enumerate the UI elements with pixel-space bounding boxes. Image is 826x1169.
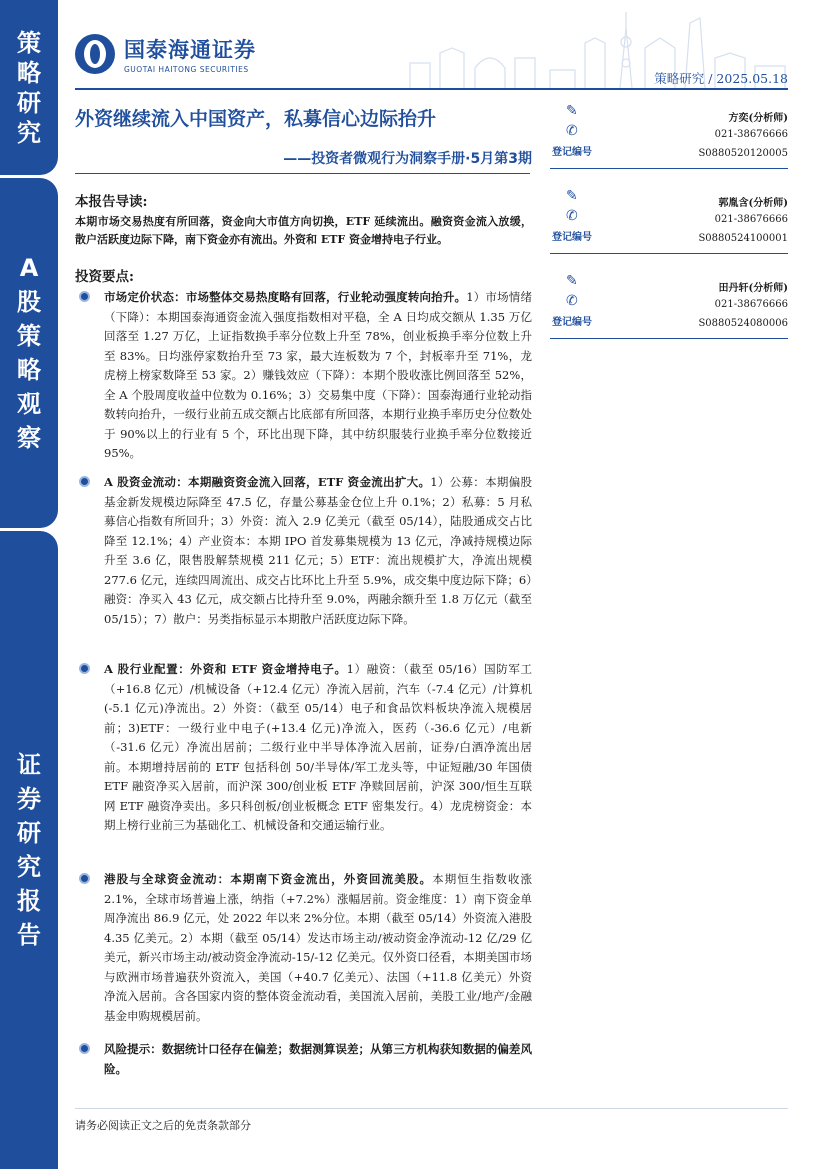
bullet-dot-icon: [79, 663, 90, 674]
sidebar-character: 略: [17, 356, 41, 384]
logo-chinese-name: 国泰海通证券: [124, 38, 256, 62]
point-lead: 港股与全球资金流动：本期南下资金流出，外资回流美股。: [104, 872, 433, 886]
point-body: 本期恒生指数收涨 2.1%，全球市场普遍上涨，纳指（+7.2%）涨幅居前。资金维度：1）南下资金单周净流出 86.9 亿元，处 2022 年以来 2%分位。本期（截至 05/14）外资流入港股 4.35 亿美元。2）本期（截至 05/14）发达市场主动/被动资金净流动-12 亿/29 亿美元，新兴市场主动/被动资金净流动-15/-12 亿美元。仅外资口径看，本期美国市场与欧洲市场普遍获外资流入，美国（+40.7 亿美元）、法国（+11.8 亿美元）外资净流入居前。含各国家内资的整体资金流动看，美国流入居前，美股工业/地产/金融基金申购规模居前。: [104, 872, 533, 1023]
sidebar-character: 研: [17, 819, 41, 847]
sidebar-character: 告: [17, 921, 41, 949]
analyst-registration-code: S0880524100001: [698, 233, 788, 244]
bullet-dot-icon: [79, 476, 90, 487]
logo-english-name: GUOTAI HAITONG SECURITIES: [124, 65, 249, 74]
investment-point: [75, 473, 532, 660]
analyst-card: [550, 273, 788, 351]
header-divider: [75, 88, 788, 90]
sidebar-character: 究: [17, 118, 41, 147]
guide-text: 本期市场交易热度有所回落，资金向大市值方向切换，ETF 延续流出。融资资金流入放缓，散户活跃度边际下降，南下资金亦有流出。外资和 ETF 资金增持电子行业。: [75, 215, 532, 246]
point-lead: 风险提示：数据统计口径存在偏差；数据测算误差；从第三方机构获知数据的偏差风险。: [104, 1042, 532, 1076]
sidebar-character: 策: [17, 322, 41, 350]
point-body: 1）公募：本期偏股基金新发规模边际降至 47.5 亿，存量公募基金仓位上升 0.1%；2）私募：5 月私募信心指数有所回升；3）外资：流入 2.9 亿美元（截至 05/14），陆股通成交占比降至 12.1%；4）产业资本：本期 IPO 首发募集规模为 13 亿元，净减持规模边际升至 3.6 亿，限售股解禁规模 211 亿元；5）ETF：流出规模扩大，净流出规模 277.6 亿元，连续四周流出、成交占比环比上升至 5.9%，成交集中度边际下降；6）融资：净买入 43 亿元，成交额占比持升至 9.0%，两融余额升至 1.8 万亿元（截至 05/15）；7）散户：另类指标显示本期散户活跃度边际下降。: [104, 475, 532, 626]
investment-points: [75, 288, 532, 1085]
bullet-dot-icon: [79, 291, 90, 302]
investment-point: [75, 870, 532, 1040]
investment-point: [75, 288, 532, 473]
analyst-divider: [550, 168, 788, 169]
sidebar-character: A: [19, 254, 39, 282]
analyst-registration-code: S0880524080006: [698, 318, 788, 329]
sidebar-block-securities-report: [0, 531, 58, 1169]
point-body: 1）融资：（截至 05/16）国防军工（+16.8 亿元）/机械设备（+12.4 亿元）净流入居前，汽车（-7.4 亿元）/计算机(-5.1 亿元)净流出。2）外资：（截至 05/14）电子和食品饮料板块净流入规模居前；3)ETF：一级行业中电子(+13.4 亿元)净流入，医药（-36.6 亿元）/电新（-31.6 亿元）净流出居前；二级行业中半导体净流入居前，证券/白酒净流出居前。本期增持居前的 ETF 包括科创 50/半导体/军工龙头等，中证短融/30 年国债 ETF 融资净买入居前，而沪深 300/创业板 ETF 净赎回居前，沪深 300/恒生互联网 ETF 融资净卖出。多只科创板/创业板概念 ETF 密集发行。4）龙虎榜资金：本期上榜行业前三为基础化工、机械设备和交通运输行业。: [104, 662, 532, 832]
analyst-divider: [550, 338, 788, 339]
sidebar-block-a-share-strategy: [0, 178, 58, 528]
phone-icon: ✆: [566, 208, 578, 224]
analyst-phone: 021-38676666: [714, 299, 788, 310]
sidebar-block-strategy-research: [0, 0, 58, 175]
analyst-phone: 021-38676666: [714, 129, 788, 140]
bullet-dot-icon: [79, 1043, 90, 1054]
report-category-date: 策略研究 / 2025.05.18: [654, 71, 788, 86]
footer-divider: [75, 1108, 788, 1109]
sidebar-character: 报: [17, 887, 41, 915]
report-subtitle: ——投资者微观行为洞察手册·5月第3期: [283, 151, 532, 167]
pen-icon: ✎: [566, 103, 578, 119]
analyst-name: 田丹轩(分析师): [718, 283, 788, 294]
analyst-card: [550, 103, 788, 181]
investment-point: [75, 660, 532, 870]
analyst-phone: 021-38676666: [714, 214, 788, 225]
pen-icon: ✎: [566, 273, 578, 289]
point-lead: A 股资金流动：本期融资资金流入回落，ETF 资金流出扩大。: [104, 475, 431, 489]
analyst-divider: [550, 253, 788, 254]
analyst-registration-code: S0880520120005: [698, 148, 788, 159]
disclaimer-notice: 请务必阅读正文之后的免责条款部分: [75, 1119, 251, 1132]
left-sidebar: [0, 0, 58, 1169]
title-divider: [75, 173, 530, 174]
pen-icon: ✎: [566, 188, 578, 204]
bullet-dot-icon: [79, 873, 90, 884]
logo-mark-icon: [75, 34, 115, 74]
sidebar-character: 策: [17, 28, 41, 57]
investment-point: [75, 1040, 532, 1085]
point-lead: A 股行业配置：外资和 ETF 资金增持电子。: [104, 662, 347, 676]
sidebar-character: 究: [17, 853, 41, 881]
registration-label: 登记编号: [552, 147, 592, 158]
investment-heading: 投资要点:: [75, 269, 134, 285]
registration-label: 登记编号: [552, 232, 592, 243]
sidebar-character: 观: [17, 390, 41, 418]
analyst-name: 方奕(分析师): [728, 113, 788, 124]
phone-icon: ✆: [566, 293, 578, 309]
point-body: 1）市场情绪（下降）：本期国泰海通资金流入强度指数相对平稳，全 A 日均成交额从 1.35 万亿回落至 1.27 万亿，上证指数换手率分位数上升至 78%，创业板换手率分位数上升至 83%。日均涨停家数抬升至 73 家，最大连板数为 7 个，封板率升至 71%，龙虎榜上榜家数降至 53 家。2）赚钱效应（下降）：本期个股收涨比例回落至 52%，全 A 个股周度收益中位数为 0.16%；3）交易集中度（下降）：国泰海通行业轮动指数转向抬升，一级行业前五成交额占比底部有所回落，本期行业换手率历史分位数处于 90%以上的行业有 5 个，环比出现下降，其中纺织服装行业换手率分位数接近 95%。: [104, 290, 532, 460]
guide-heading: 本报告导读:: [75, 194, 148, 210]
sidebar-character: 研: [17, 88, 41, 117]
sidebar-character: 股: [17, 288, 41, 316]
company-logo: [75, 34, 256, 74]
phone-icon: ✆: [566, 123, 578, 139]
sidebar-character: 券: [17, 785, 41, 813]
sidebar-character: 证: [17, 751, 41, 779]
registration-label: 登记编号: [552, 317, 592, 328]
report-title: 外资继续流入中国资产，私募信心边际抬升: [75, 108, 437, 130]
analyst-name: 郭胤含(分析师): [718, 198, 788, 209]
sidebar-character: 略: [17, 58, 41, 87]
analyst-card: [550, 188, 788, 266]
sidebar-character: 察: [17, 424, 41, 452]
point-lead: 市场定价状态：市场整体交易热度略有回落，行业轮动强度转向抬升。: [104, 290, 467, 304]
